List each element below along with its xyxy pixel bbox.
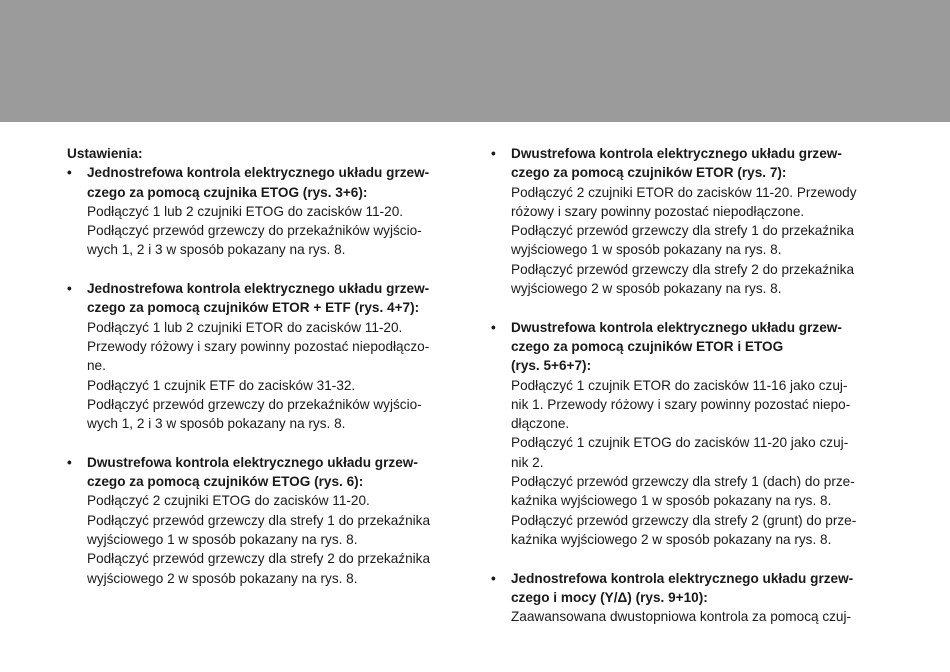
body-line: Podłączyć przewód grzewczy dla strefy 1 do przekaźnika [87, 512, 431, 528]
body-line: nik 2. [511, 454, 544, 470]
item-body [511, 376, 901, 550]
item-title [511, 144, 901, 183]
body-line: Podłączyć przewód grzewczy dla strefy 1 (dach) do prze- [511, 474, 855, 490]
bullet-icon: • [491, 319, 496, 335]
list-item [67, 279, 467, 433]
body-line: wych 1, 2 i 3 w sposób pokazany na rys. 8. [87, 416, 346, 432]
body-line: Przewody różowy i szary powinny pozostać niepodłączo- [87, 338, 430, 354]
body-line: Podłączyć przewód grzewczy dla strefy 2 do przekaźnika [511, 261, 855, 277]
list-item [491, 318, 901, 550]
body-line: wyjściowego 1 w sposób pokazany na rys. 8. [87, 531, 358, 547]
title-line: czego i mocy (Y/Δ) (rys. 9+10): [511, 589, 708, 605]
body-line: Podłączyć 1 czujnik ETOG do zacisków 11-20 jako czuj- [511, 435, 849, 451]
item-title [87, 279, 467, 318]
body-line: Podłączyć przewód grzewczy do przekaźników wyjścio- [87, 223, 422, 239]
body-line: kaźnika wyjściowego 1 w sposób pokazany na rys. 8. [511, 493, 832, 509]
body-line: wych 1, 2 i 3 w sposób pokazany na rys. 8. [87, 242, 346, 258]
body-line: Podłączyć 1 czujnik ETOR do zacisków 11-16 jako czuj- [511, 377, 848, 393]
body-line: wyjściowego 2 w sposób pokazany na rys. 8. [87, 570, 358, 586]
bullet-icon: • [491, 570, 496, 586]
body-line: Podłączyć przewód grzewczy dla strefy 2 (grunt) do prze- [511, 512, 857, 528]
right-column [491, 144, 901, 646]
item-body [511, 183, 901, 299]
title-line: Dwustrefowa kontrola elektrycznego układu grzew- [511, 146, 842, 161]
body-line: Zaawansowana dwustopniowa kontrola za pomocą czuj- [511, 609, 852, 625]
title-line: Dwustrefowa kontrola elektrycznego układu grzew- [87, 454, 418, 470]
body-line: Podłączyć 1 czujnik ETF do zacisków 31-32. [87, 377, 356, 393]
item-body [511, 607, 901, 626]
body-line: kaźnika wyjściowego 2 w sposób pokazany na rys. 8. [511, 531, 832, 547]
body-line: wyjściowego 2 w sposób pokazany na rys. 8. [511, 281, 782, 297]
title-line: czego za pomocą czujników ETOG (rys. 6): [87, 474, 364, 490]
body-line: wyjściowego 1 w sposób pokazany na rys. 8. [511, 242, 782, 258]
body-line: Podłączyć 1 lub 2 czujniki ETOR do zacisków 11-20. [87, 319, 403, 335]
body-line: Podłączyć przewód grzewczy do przekaźników wyjścio- [87, 396, 422, 412]
section-heading: Ustawienia: [67, 146, 143, 161]
list-item [491, 144, 901, 298]
bullet-icon: • [67, 281, 72, 297]
item-title [87, 453, 467, 492]
item-title [511, 318, 901, 376]
item-body [87, 491, 467, 587]
bullet-icon: • [67, 454, 72, 470]
body-line: Podłączyć 2 czujniki ETOR do zacisków 11-20. Przewody [511, 184, 857, 200]
list-item [67, 453, 467, 588]
list-item [67, 163, 467, 259]
item-title [511, 569, 901, 608]
item-title [87, 163, 467, 202]
title-line: Jednostrefowa kontrola elektrycznego układu grzew- [87, 165, 430, 181]
right-item-list [491, 144, 901, 626]
title-line: Jednostrefowa kontrola elektrycznego układu grzew- [511, 570, 854, 586]
title-line: czego za pomocą czujników ETOR i ETOG [511, 338, 784, 354]
body-line: Podłączyć przewód grzewczy dla strefy 1 do przekaźnika [511, 223, 855, 239]
title-line: czego za pomocą czujników ETOR + ETF (rys. 4+7): [87, 300, 420, 316]
left-column [67, 144, 467, 607]
body-line: Podłączyć przewód grzewczy dla strefy 2 do przekaźnika [87, 551, 431, 567]
list-item [491, 569, 901, 627]
title-line: Jednostrefowa kontrola elektrycznego układu grzew- [87, 281, 430, 297]
title-line: czego za pomocą czujników ETOR (rys. 7): [511, 165, 787, 181]
bullet-icon: • [67, 165, 72, 181]
bullet-icon: • [491, 146, 496, 161]
title-line: (rys. 5+6+7): [511, 358, 592, 374]
body-line: różowy i szary powinny pozostać niepodłączone. [511, 203, 805, 219]
item-body [87, 318, 467, 434]
header-band [0, 0, 950, 122]
body-line: Podłączyć 2 czujniki ETOG do zacisków 11-20. [87, 493, 370, 509]
body-line: nik 1. Przewody różowy i szary powinny pozostać niepo- [511, 396, 851, 412]
body-line: Podłączyć 1 lub 2 czujniki ETOG do zacisków 11-20. [87, 203, 404, 219]
body-line: ne. [87, 358, 106, 374]
title-line: Dwustrefowa kontrola elektrycznego układu grzew- [511, 319, 842, 335]
left-item-list [67, 163, 467, 588]
body-line: dłączone. [511, 416, 570, 432]
title-line: czego za pomocą czujnika ETOG (rys. 3+6): [87, 184, 368, 200]
item-body [87, 202, 467, 260]
